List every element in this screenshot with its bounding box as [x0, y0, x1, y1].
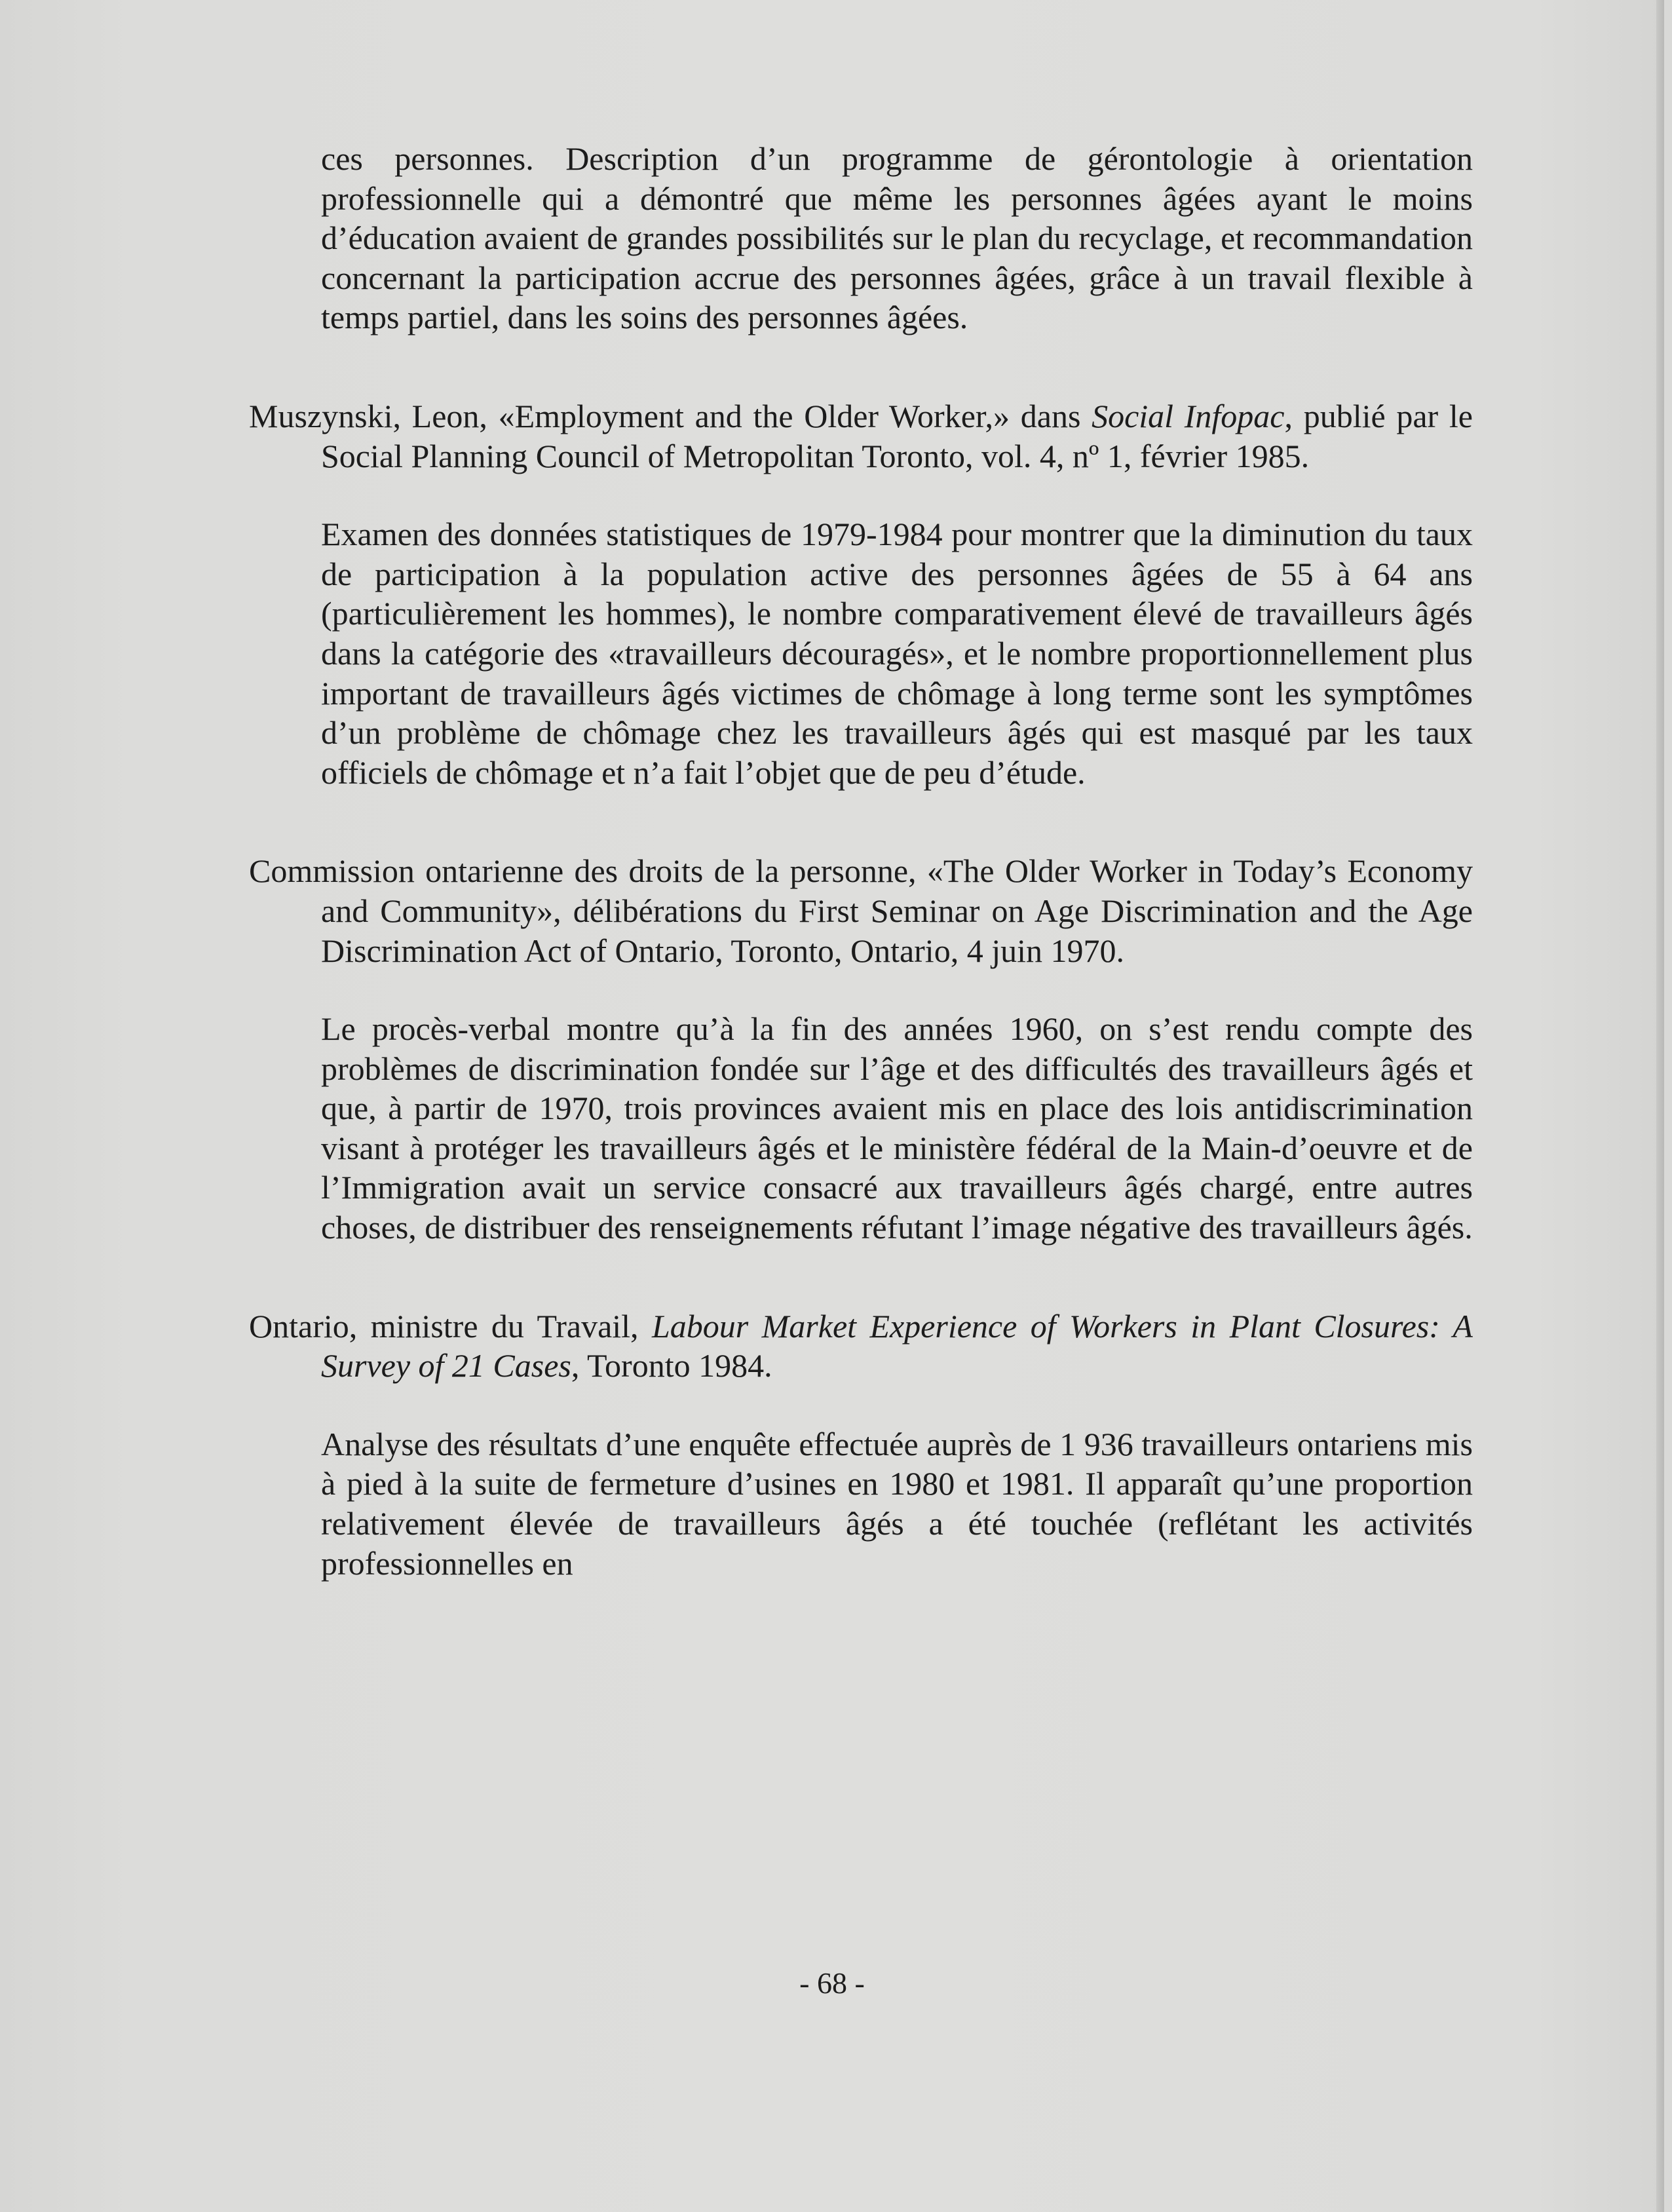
citation-title: Social Infopac — [1092, 397, 1285, 434]
citation-text: , Toronto 1984. — [571, 1347, 772, 1384]
text-body — [249, 139, 1473, 1583]
citation-text: , publié par le Social Planning Council of Metropolitan Toronto, vol. 4, nº 1, février 1985. — [321, 397, 1473, 474]
spacer — [249, 1386, 1473, 1424]
citation-text: Commission ontarienne des droits de la personne, «The Older Worker in Today’s Economy and Community», délibérations du First Seminar on Age Discrimination and the Age Discrimination Act of Ontario, Toronto, Ontario, 4 juin 1970. — [249, 852, 1473, 969]
spacer — [249, 792, 1473, 851]
spacer — [249, 337, 1473, 396]
page-number: - 68 - — [799, 1966, 865, 2000]
page-edge-shadow — [1656, 0, 1664, 2212]
citation-text: Ontario, ministre du Travail, — [249, 1307, 652, 1344]
bibliography-entry-commission — [249, 851, 1473, 970]
bibliography-entry-muszynski — [249, 396, 1473, 476]
spacer — [249, 970, 1473, 1009]
spacer — [249, 476, 1473, 514]
citation-text: Muszynski, Leon, «Employment and the Older Worker,» dans — [249, 397, 1092, 434]
annotation-ontario: Analyse des résultats d’une enquête effectuée auprès de 1 936 travailleurs ontariens mis à pied à la suite de fermeture d’usines en 1980 et 1981. Il apparaît qu’une proportion relativement élevée de travailleurs âgés a été touchée (reflétant les activités professionnelles en — [321, 1425, 1473, 1582]
bibliography-entry-ontario — [249, 1306, 1473, 1386]
spacer — [249, 1248, 1473, 1306]
annotation-muszynski: Examen des données statistiques de 1979-1984 pour montrer que la diminution du taux de participation à la population active des personnes âgées de 55 à 64 ans (particulièrement les hommes), le nombre comparativement élevé de travailleurs âgés dans la catégorie des «travailleurs découragés», et le nombre proportionnellement plus important de travailleurs âgés victimes de chômage à long terme sont les symptômes d’un problème de chômage chez les travailleurs âgés qui est masqué par les taux officiels de chômage et n’a fait l’objet que de peu d’étude. — [321, 516, 1473, 791]
continuation-paragraph: ces personnes. Description d’un programme de gérontologie à orientation professionnelle qui a démontré que même les personnes âgées ayant le moins d’éducation avaient de grandes possibilités sur le plan du recyclage, et recommandation concernant la participation accrue des personnes âgées, grâce à un travail flexible à temps partiel, dans les soins des personnes âgées. — [321, 140, 1473, 336]
annotation-commission: Le procès-verbal montre qu’à la fin des années 1960, on s’est rendu compte des problèmes de discrimination fondée sur l’âge et des difficultés des travailleurs âgés et que, à partir de 1970, trois provinces avaient mis en place des lois antidiscrimination visant à protéger les travailleurs âgés et le ministère fédéral de la Main-d’oeuvre et de l’Immigration avait un service consacré aux travailleurs âgés chargé, entre autres choses, de distribuer des renseignements réfutant l’image négative des travailleurs âgés. — [321, 1010, 1473, 1246]
citation-title: Labour Market Experience of Workers in Plant Closures: A Survey of 21 Cases — [321, 1307, 1473, 1384]
